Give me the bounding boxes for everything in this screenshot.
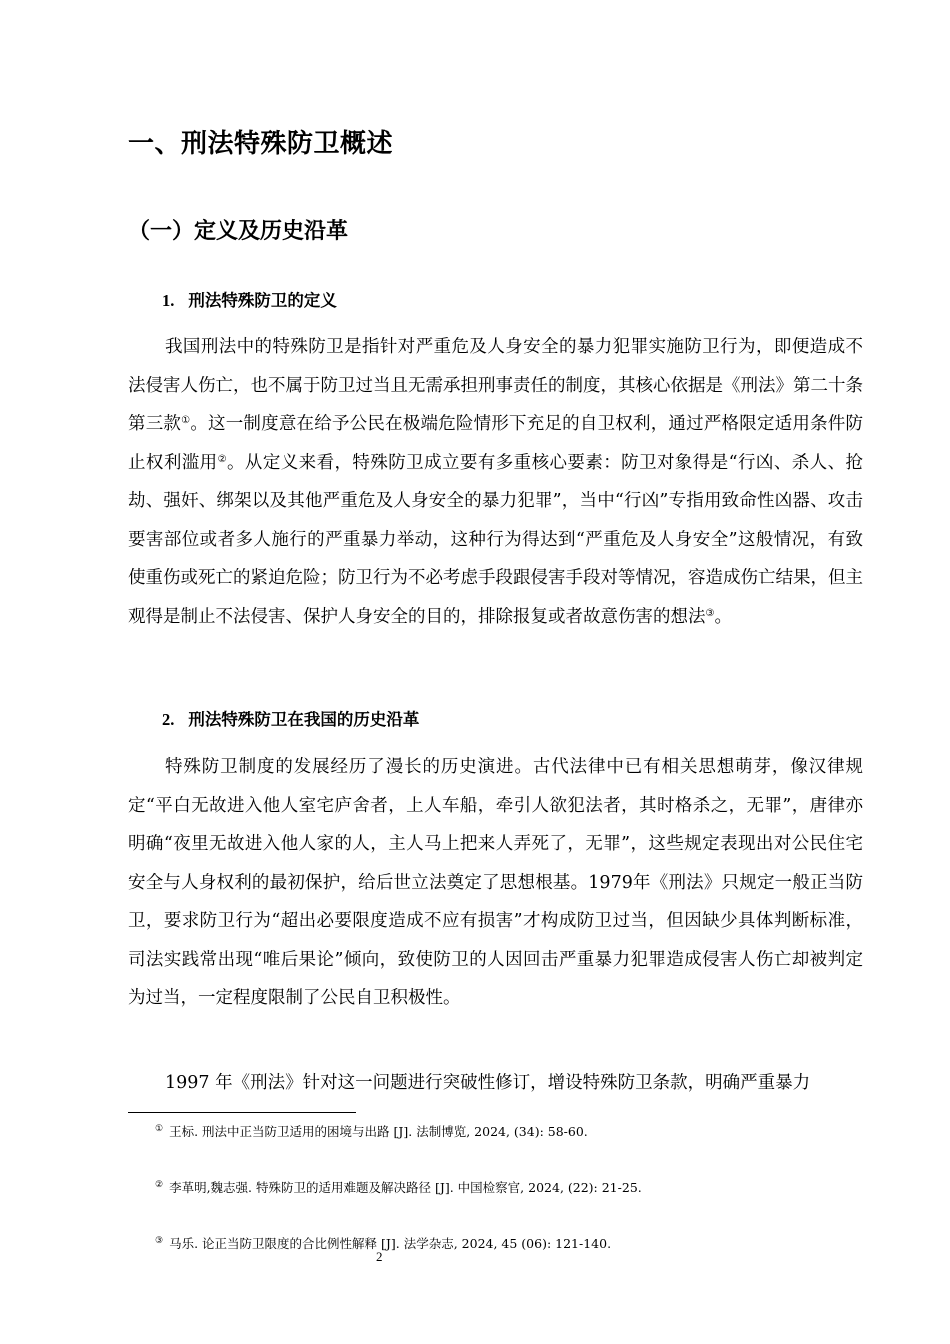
chapter-heading: 一、刑法特殊防卫概述: [128, 129, 394, 159]
subsection-number: 2.: [162, 710, 175, 729]
paragraph-definition: [128, 328, 863, 636]
footnote-1: [155, 1122, 588, 1142]
page-number: 2: [376, 1249, 383, 1264]
footnote-text: 李革明,魏志强. 特殊防卫的适用难题及解决路径 [J]. 中国检察官, 2024, (22): 21-25.: [169, 1180, 642, 1195]
footnote-text: 马乐. 论正当防卫限度的合比例性解释 [J]. 法学杂志, 2024, 45 (06): 121-140.: [169, 1236, 612, 1251]
footnote-mark: ③: [155, 1236, 164, 1246]
footnote-ref-1[interactable]: ①: [181, 415, 191, 426]
footnote-separator: [128, 1112, 356, 1113]
paragraph-text: 。: [714, 606, 732, 627]
footnote-mark: ②: [155, 1180, 164, 1190]
footnote-ref-2[interactable]: ②: [217, 453, 227, 465]
subsection-title: 刑法特殊防卫在我国的历史沿革: [188, 710, 420, 729]
paragraph-history: 特殊防卫制度的发展经历了漫长的历史演进。古代法律中已有相关思想萌芽，像汉律规定“平白无故进入他人室宅庐舍者，上人车船，牵引人欲犯法者，其时格杀之，无罪”，唐律亦明确“夜里无故进入他人家的人，主人马上把来人弄死了，无罪”，这些规定表现出对公民住宅安全与人身权利的最初保护，给后世立法奠定了思想根基。1979年《刑法》只规定一般正当防卫，要求防卫行为“超出必要限度造成不应有损害”才构成防卫过当，但因缺少具体判断标准，司法实践常出现“唯后果论”倾向，致使防卫的人因回击严重暴力犯罪造成侵害人伤亡却被判定为过当，一定程度限制了公民自卫积极性。: [128, 757, 863, 1008]
paragraph-text: 。从定义来看，特殊防卫成立要有多重核心要素：防卫对象得是“行凶、杀人、抢劫、强奸、绑架以及其他严重危及人身安全的暴力犯罪”，当中“行凶”专指用致命性凶器、攻击要害部位或者多人施行的严重暴力举动，这种行为得达到“严重危及人身安全”这般情况，有致使重伤或死亡的紧迫危险；防卫行为不必考虑手段跟侵害手段对等情况，容造成伤亡结果，但主观得是制止不法侵害、保护人身安全的目的，排除报复或者故意伤害的想法: [128, 452, 864, 627]
subsection-number: 1.: [162, 291, 175, 310]
paragraph-text: 我国刑法中的特殊防卫是指针对严重危及人身安全的暴力犯罪实施防卫行为，即便造成不法侵害人伤亡，也不属于防卫过当且无需承担刑事责任的制度，其核心依据是《刑法》第二十条第三款: [128, 337, 863, 434]
footnote-3: [155, 1234, 611, 1254]
subsection-heading-2: [162, 706, 419, 734]
section-heading: （一）定义及历史沿革: [128, 219, 349, 244]
subsection-title: 刑法特殊防卫的定义: [188, 291, 337, 310]
footnote-text: 王标. 刑法中正当防卫适用的困境与出路 [J]. 法制博览, 2024, (34): 58-60.: [169, 1124, 588, 1139]
footnote-ref-3[interactable]: ③: [705, 607, 715, 619]
subsection-heading-1: [162, 287, 337, 315]
paragraph-1997: 1997 年《刑法》针对这一问题进行突破性修订，增设特殊防卫条款，明确严重暴力: [165, 1073, 811, 1093]
paragraph-text: 。这一制度意在给予公民在极端危险情形下充足的自卫权利，通过严格限定适用条件防止权利滥用: [128, 414, 864, 473]
footnote-2: [155, 1178, 642, 1198]
footnote-mark: ①: [155, 1124, 164, 1134]
